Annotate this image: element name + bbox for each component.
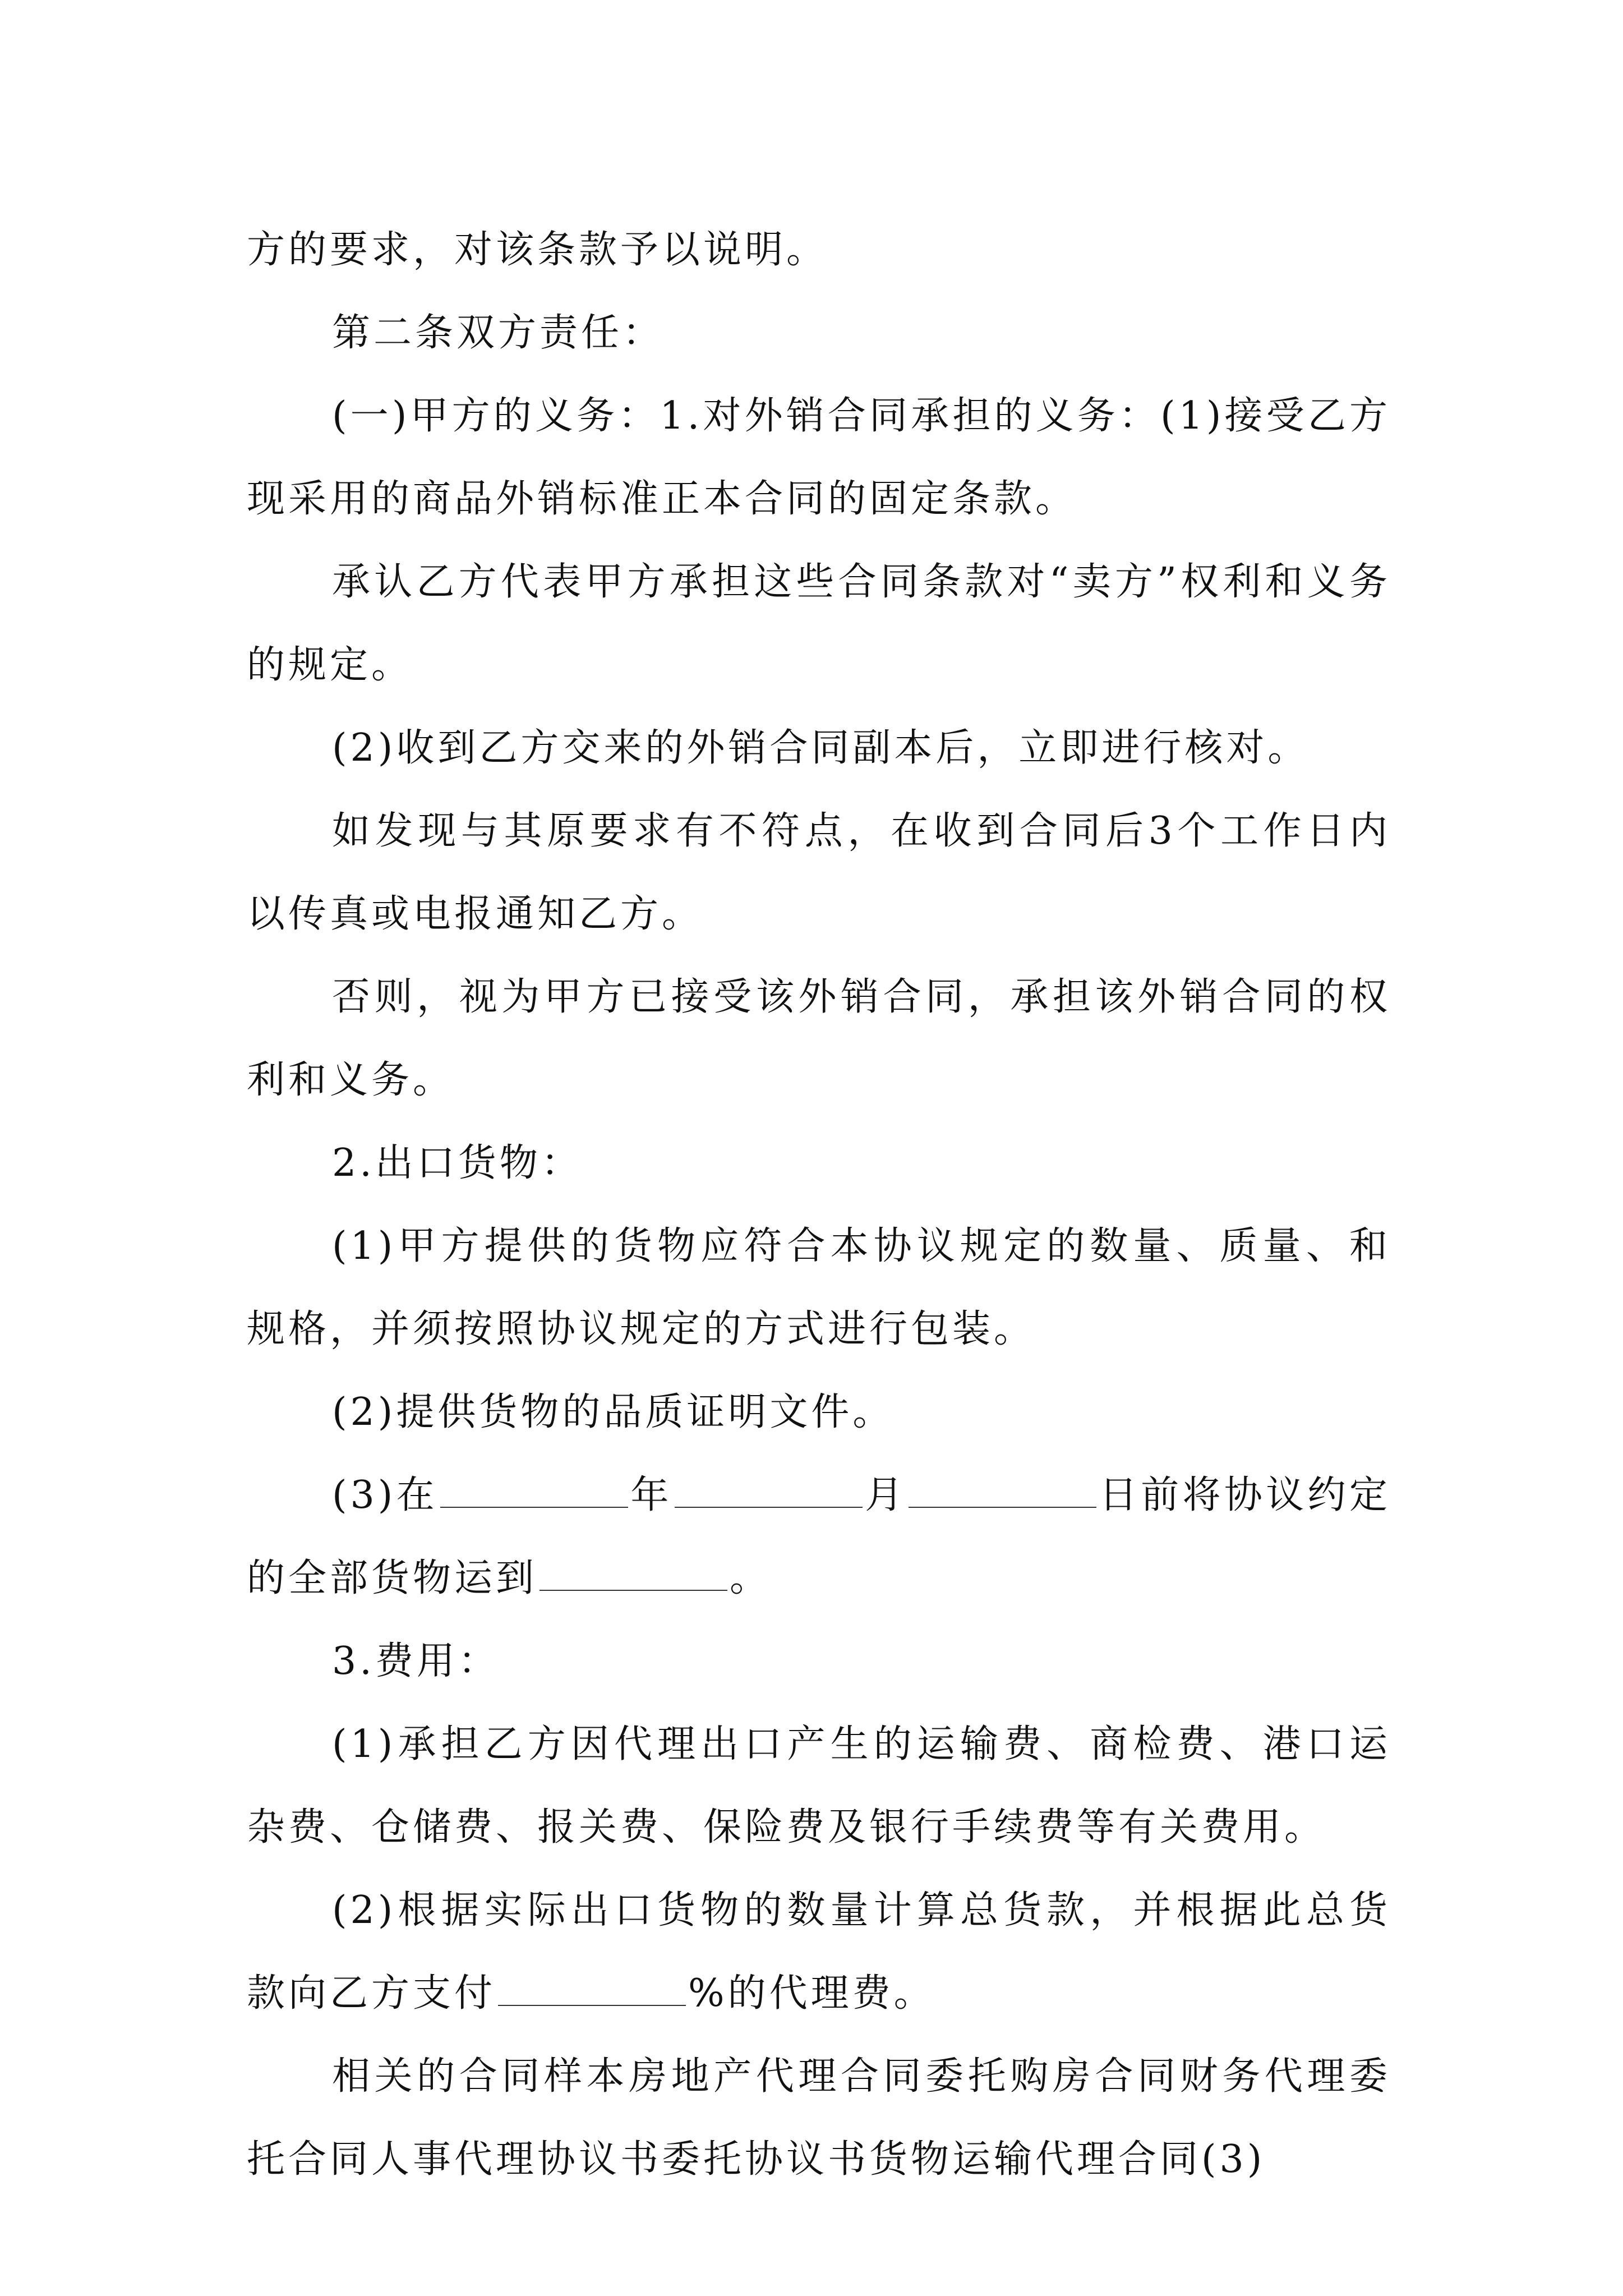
agency-fee-text: (2)根据实际出口货物的数量计算总货款，并根据此总货款向乙方支付 (247, 1888, 1391, 2016)
party-a-obligations-paragraph: (一)甲方的义务：1.对外销合同承担的义务：(1)接受乙方现采用的商品外销标准正本合同的固定条款。 (247, 394, 1391, 521)
year-label: 年 (630, 1473, 672, 1517)
paragraph-agency-fee (247, 1869, 1391, 2035)
paragraph-continuation: 方的要求，对该条款予以说明。 (247, 228, 828, 272)
percent-blank (498, 1970, 686, 2006)
paragraph-goods-spec: (1)甲方提供的货物应符合本协议规定的数量、质量、和规格，并须按照协议规定的方式进行包装。 (247, 1224, 1391, 1351)
destination-blank (540, 1555, 727, 1591)
related-contracts: 相关的合同样本房地产代理合同委托购房合同财务代理委托合同人事代理协议书委托协议书货物运输代理合同(3) (247, 2054, 1391, 2182)
month-blank (675, 1472, 863, 1508)
paragraph-verify-copy: (2)收到乙方交来的外销合同副本后，立即进行核对。 (332, 726, 1310, 770)
article-two-heading: 第二条双方责任： (332, 311, 665, 355)
paragraph-discrepancy: 如发现与其原要求有不符点，在收到合同后3个工作日内以传真或电报通知乙方。 (247, 809, 1391, 936)
delivery-end: 。 (730, 1556, 772, 1600)
paragraph-otherwise: 否则，视为甲方已接受该外销合同，承担该外销合同的权利和义务。 (247, 975, 1391, 1102)
month-label: 月 (864, 1473, 907, 1517)
document-body (247, 209, 1391, 2201)
delivery-prefix: (3)在 (332, 1473, 439, 1517)
day-blank (909, 1472, 1096, 1508)
paragraph-fees-list: (1)承担乙方因代理出口产生的运输费、商检费、港口运杂费、仓储费、报关费、保险费及银行手续费等有关费用。 (247, 1722, 1391, 1849)
year-blank (440, 1472, 628, 1508)
paragraph-delivery-date (247, 1454, 1391, 1620)
export-goods-heading: 2.出口货物： (332, 1141, 583, 1185)
agency-fee-suffix: %的代理费。 (688, 1971, 935, 2016)
fees-heading: 3.费用： (332, 1639, 500, 1683)
paragraph-acknowledge: 承认乙方代表甲方承担这些合同条款对“卖方”权利和义务的规定。 (247, 560, 1391, 687)
delivery-text: 日前将协议约定的全部货物运到 (247, 1473, 1391, 1600)
paragraph-quality-cert: (2)提供货物的品质证明文件。 (332, 1390, 895, 1434)
